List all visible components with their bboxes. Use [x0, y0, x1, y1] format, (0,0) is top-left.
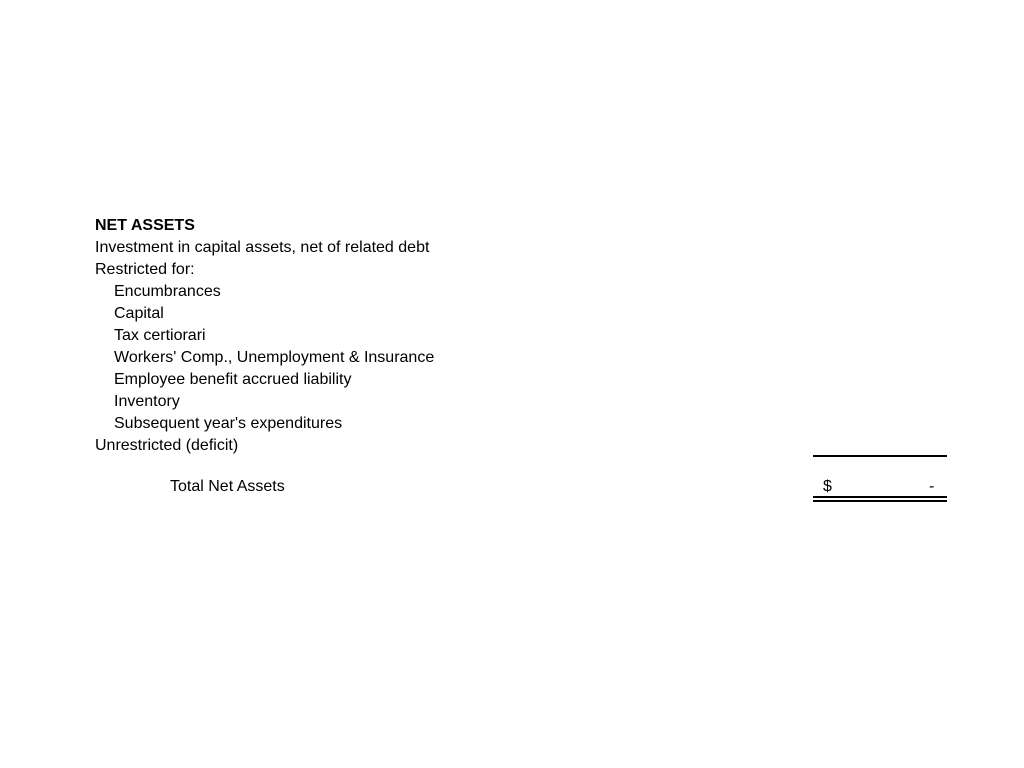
- total-net-assets-amount: -: [929, 478, 935, 495]
- restricted-item-inventory: Inventory: [114, 393, 180, 410]
- restricted-item-employee-benefit: Employee benefit accrued liability: [114, 371, 352, 388]
- restricted-item-subsequent-year: Subsequent year's expenditures: [114, 415, 343, 432]
- subtotal-rule: [813, 455, 947, 457]
- restricted-item-encumbrances: Encumbrances: [114, 283, 221, 300]
- investment-capital-assets-line: Investment in capital assets, net of related debt: [95, 239, 430, 256]
- restricted-item-workers-comp: Workers' Comp., Unemployment & Insurance: [114, 349, 435, 366]
- restricted-item-tax-certiorari: Tax certiorari: [114, 327, 206, 344]
- total-net-assets-label: Total Net Assets: [170, 478, 285, 495]
- restricted-for-label: Restricted for:: [95, 261, 195, 278]
- total-currency-symbol: $: [823, 478, 832, 495]
- unrestricted-deficit-line: Unrestricted (deficit): [95, 437, 239, 454]
- net-assets-heading: NET ASSETS: [95, 217, 195, 234]
- restricted-item-capital: Capital: [114, 305, 164, 322]
- total-double-rule: [813, 496, 947, 502]
